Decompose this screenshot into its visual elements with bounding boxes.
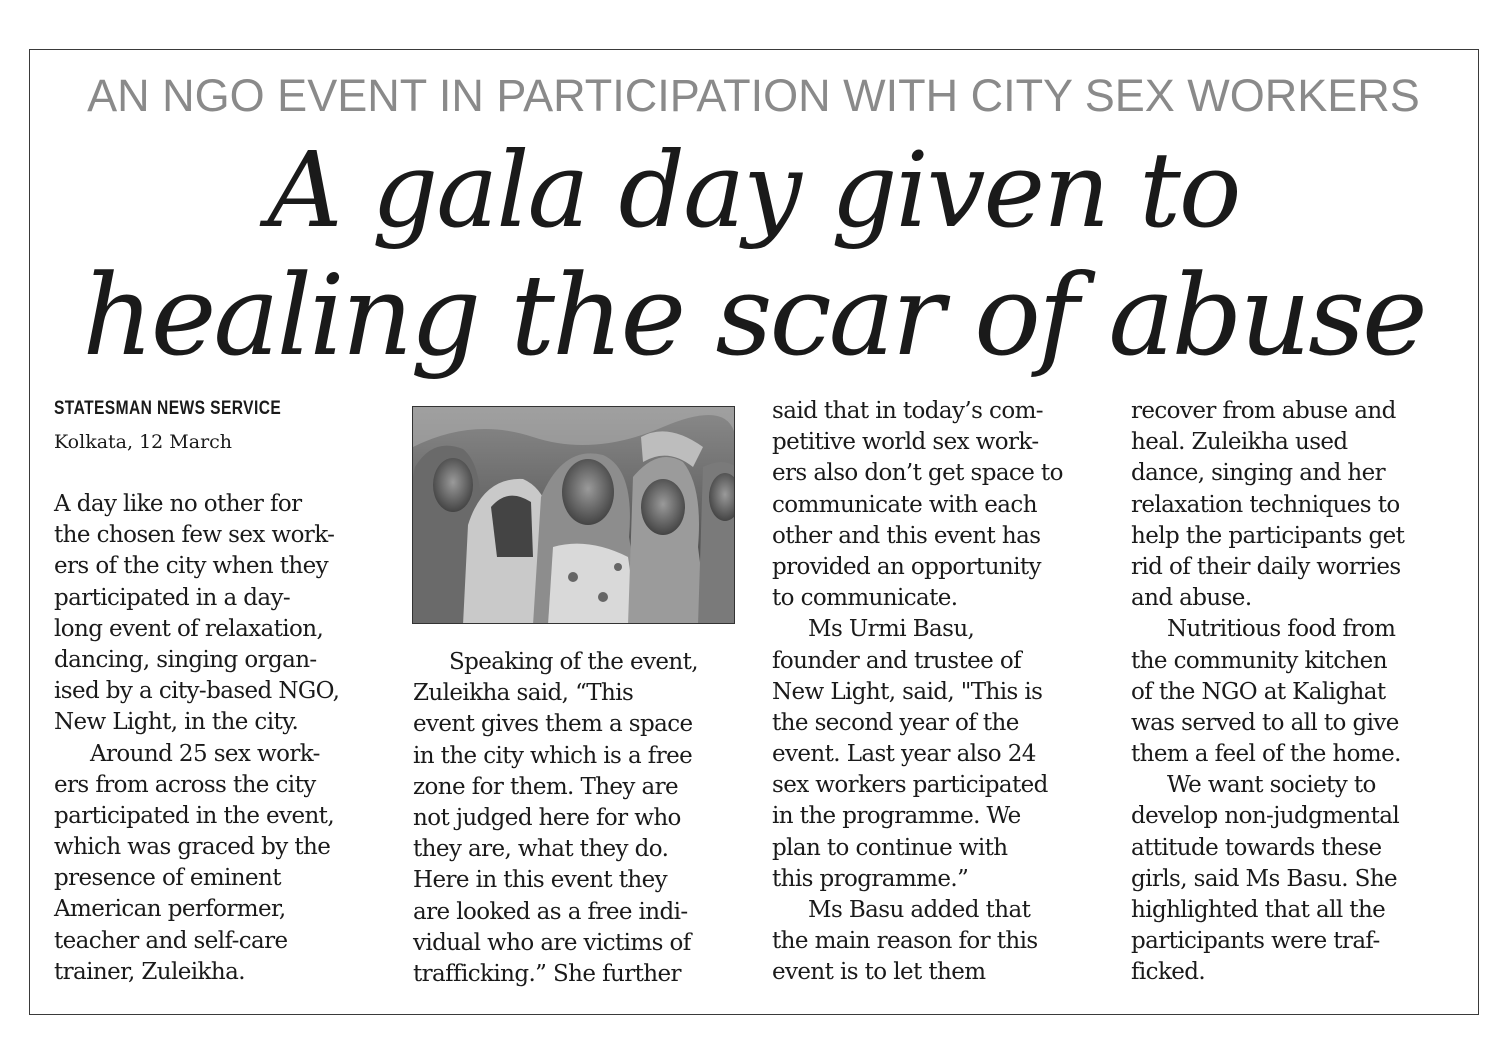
text-line: heal. Zuleikha used — [1131, 429, 1348, 456]
text-line: was served to all to give — [1131, 709, 1399, 736]
text-line: not judged here for who — [413, 804, 681, 831]
text-line: trafficking.” She further — [413, 960, 681, 987]
text-line: New Light, in the city. — [54, 709, 299, 736]
text-line: other and this event has — [772, 522, 1041, 549]
text-line: provided an opportunity — [772, 553, 1041, 580]
text-line: the main reason for this — [772, 928, 1038, 955]
text-line: recover from abuse and — [1131, 398, 1396, 424]
headline-line-2: healing the scar of abuse — [82, 252, 1425, 381]
text-line: girls, said Ms Basu. She — [1131, 865, 1398, 892]
text-line: are looked as a free indi- — [413, 898, 688, 925]
text-line: this programme.” — [772, 865, 969, 892]
text-line: event is to let them — [772, 959, 986, 986]
text-line: Here in this event they — [413, 867, 668, 894]
text-line: participated in the event, — [54, 802, 335, 829]
text-line: sex workers participated — [772, 772, 1048, 799]
headline-line-1: A gala day given to — [267, 129, 1240, 251]
text-line: highlighted that all the — [1131, 897, 1386, 923]
text-line: trainer, Zuleikha. — [54, 958, 245, 985]
text-line: develop non-judgmental — [1131, 803, 1400, 830]
text-line: in the programme. We — [772, 803, 1021, 830]
text-line: event. Last year also 24 — [772, 741, 1036, 768]
text-line: We want society to — [1167, 772, 1376, 799]
text-line: petitive world sex work- — [772, 429, 1039, 456]
text-line: long event of relaxation, — [54, 615, 324, 642]
text-line: Nutritious food from — [1167, 616, 1396, 643]
text-line: said that in today’s com- — [772, 398, 1043, 424]
text-line: the chosen few sex work- — [54, 522, 335, 549]
column-2 — [413, 647, 698, 990]
text-line: New Light, said, "This is — [772, 678, 1043, 705]
text-line: of the NGO at Kalighat — [1131, 678, 1386, 705]
text-line: which was graced by the — [54, 834, 331, 861]
text-line: ised by a city-based NGO, — [54, 678, 340, 705]
text-line: dance, singing and her — [1131, 460, 1386, 487]
text-line: ers also don’t get space to — [772, 460, 1063, 487]
dateline: Kolkata, 12 March — [54, 431, 233, 453]
photo-women-group — [413, 407, 735, 624]
article-kicker: AN NGO EVENT IN PARTICIPATION WITH CITY SEX WORKERS — [87, 70, 1420, 121]
text-line: Zuleikha said, “This — [413, 680, 634, 707]
text-line: ers from across the city — [54, 771, 316, 798]
text-line: in the city which is a free — [413, 742, 693, 769]
text-line: event gives them a space — [413, 711, 693, 738]
text-line: ers of the city when they — [54, 553, 329, 580]
text-line: relaxation techniques to — [1131, 491, 1400, 518]
text-line: teacher and self-care — [54, 927, 288, 954]
text-line: Ms Urmi Basu, — [808, 616, 975, 643]
column-3 — [772, 396, 1063, 989]
text-line: participated in a day- — [54, 584, 291, 611]
text-line: help the participants get — [1131, 522, 1405, 549]
article-photo — [412, 406, 735, 624]
text-line: zone for them. They are — [413, 773, 679, 800]
text-line: Ms Basu added that — [808, 897, 1031, 923]
text-line: presence of eminent — [54, 865, 281, 892]
text-line: and abuse. — [1131, 585, 1252, 612]
text-line: the second year of the — [772, 709, 1019, 736]
text-line: they are, what they do. — [413, 836, 669, 863]
text-line: dancing, singing organ- — [54, 646, 317, 673]
text-line: plan to continue with — [772, 834, 1008, 861]
text-line: ficked. — [1131, 959, 1206, 986]
text-line: Around 25 sex work- — [90, 740, 320, 767]
text-line: rid of their daily worries — [1131, 553, 1401, 580]
text-line: communicate with each — [772, 491, 1037, 518]
text-line: American performer, — [54, 896, 286, 923]
column-4 — [1131, 396, 1404, 989]
text-line: vidual who are victims of — [413, 929, 691, 956]
text-line: them a feel of the home. — [1131, 741, 1401, 768]
text-line: founder and trustee of — [772, 647, 1021, 674]
text-line: attitude towards these — [1131, 834, 1382, 861]
text-line: participants were traf- — [1131, 928, 1380, 955]
text-line: A day like no other for — [54, 491, 302, 517]
column-1 — [54, 489, 339, 988]
byline: STATESMAN NEWS SERVICE — [54, 398, 282, 419]
text-line: to communicate. — [772, 585, 958, 612]
text-line: the community kitchen — [1131, 647, 1387, 674]
text-line: Speaking of the event, — [449, 649, 698, 675]
